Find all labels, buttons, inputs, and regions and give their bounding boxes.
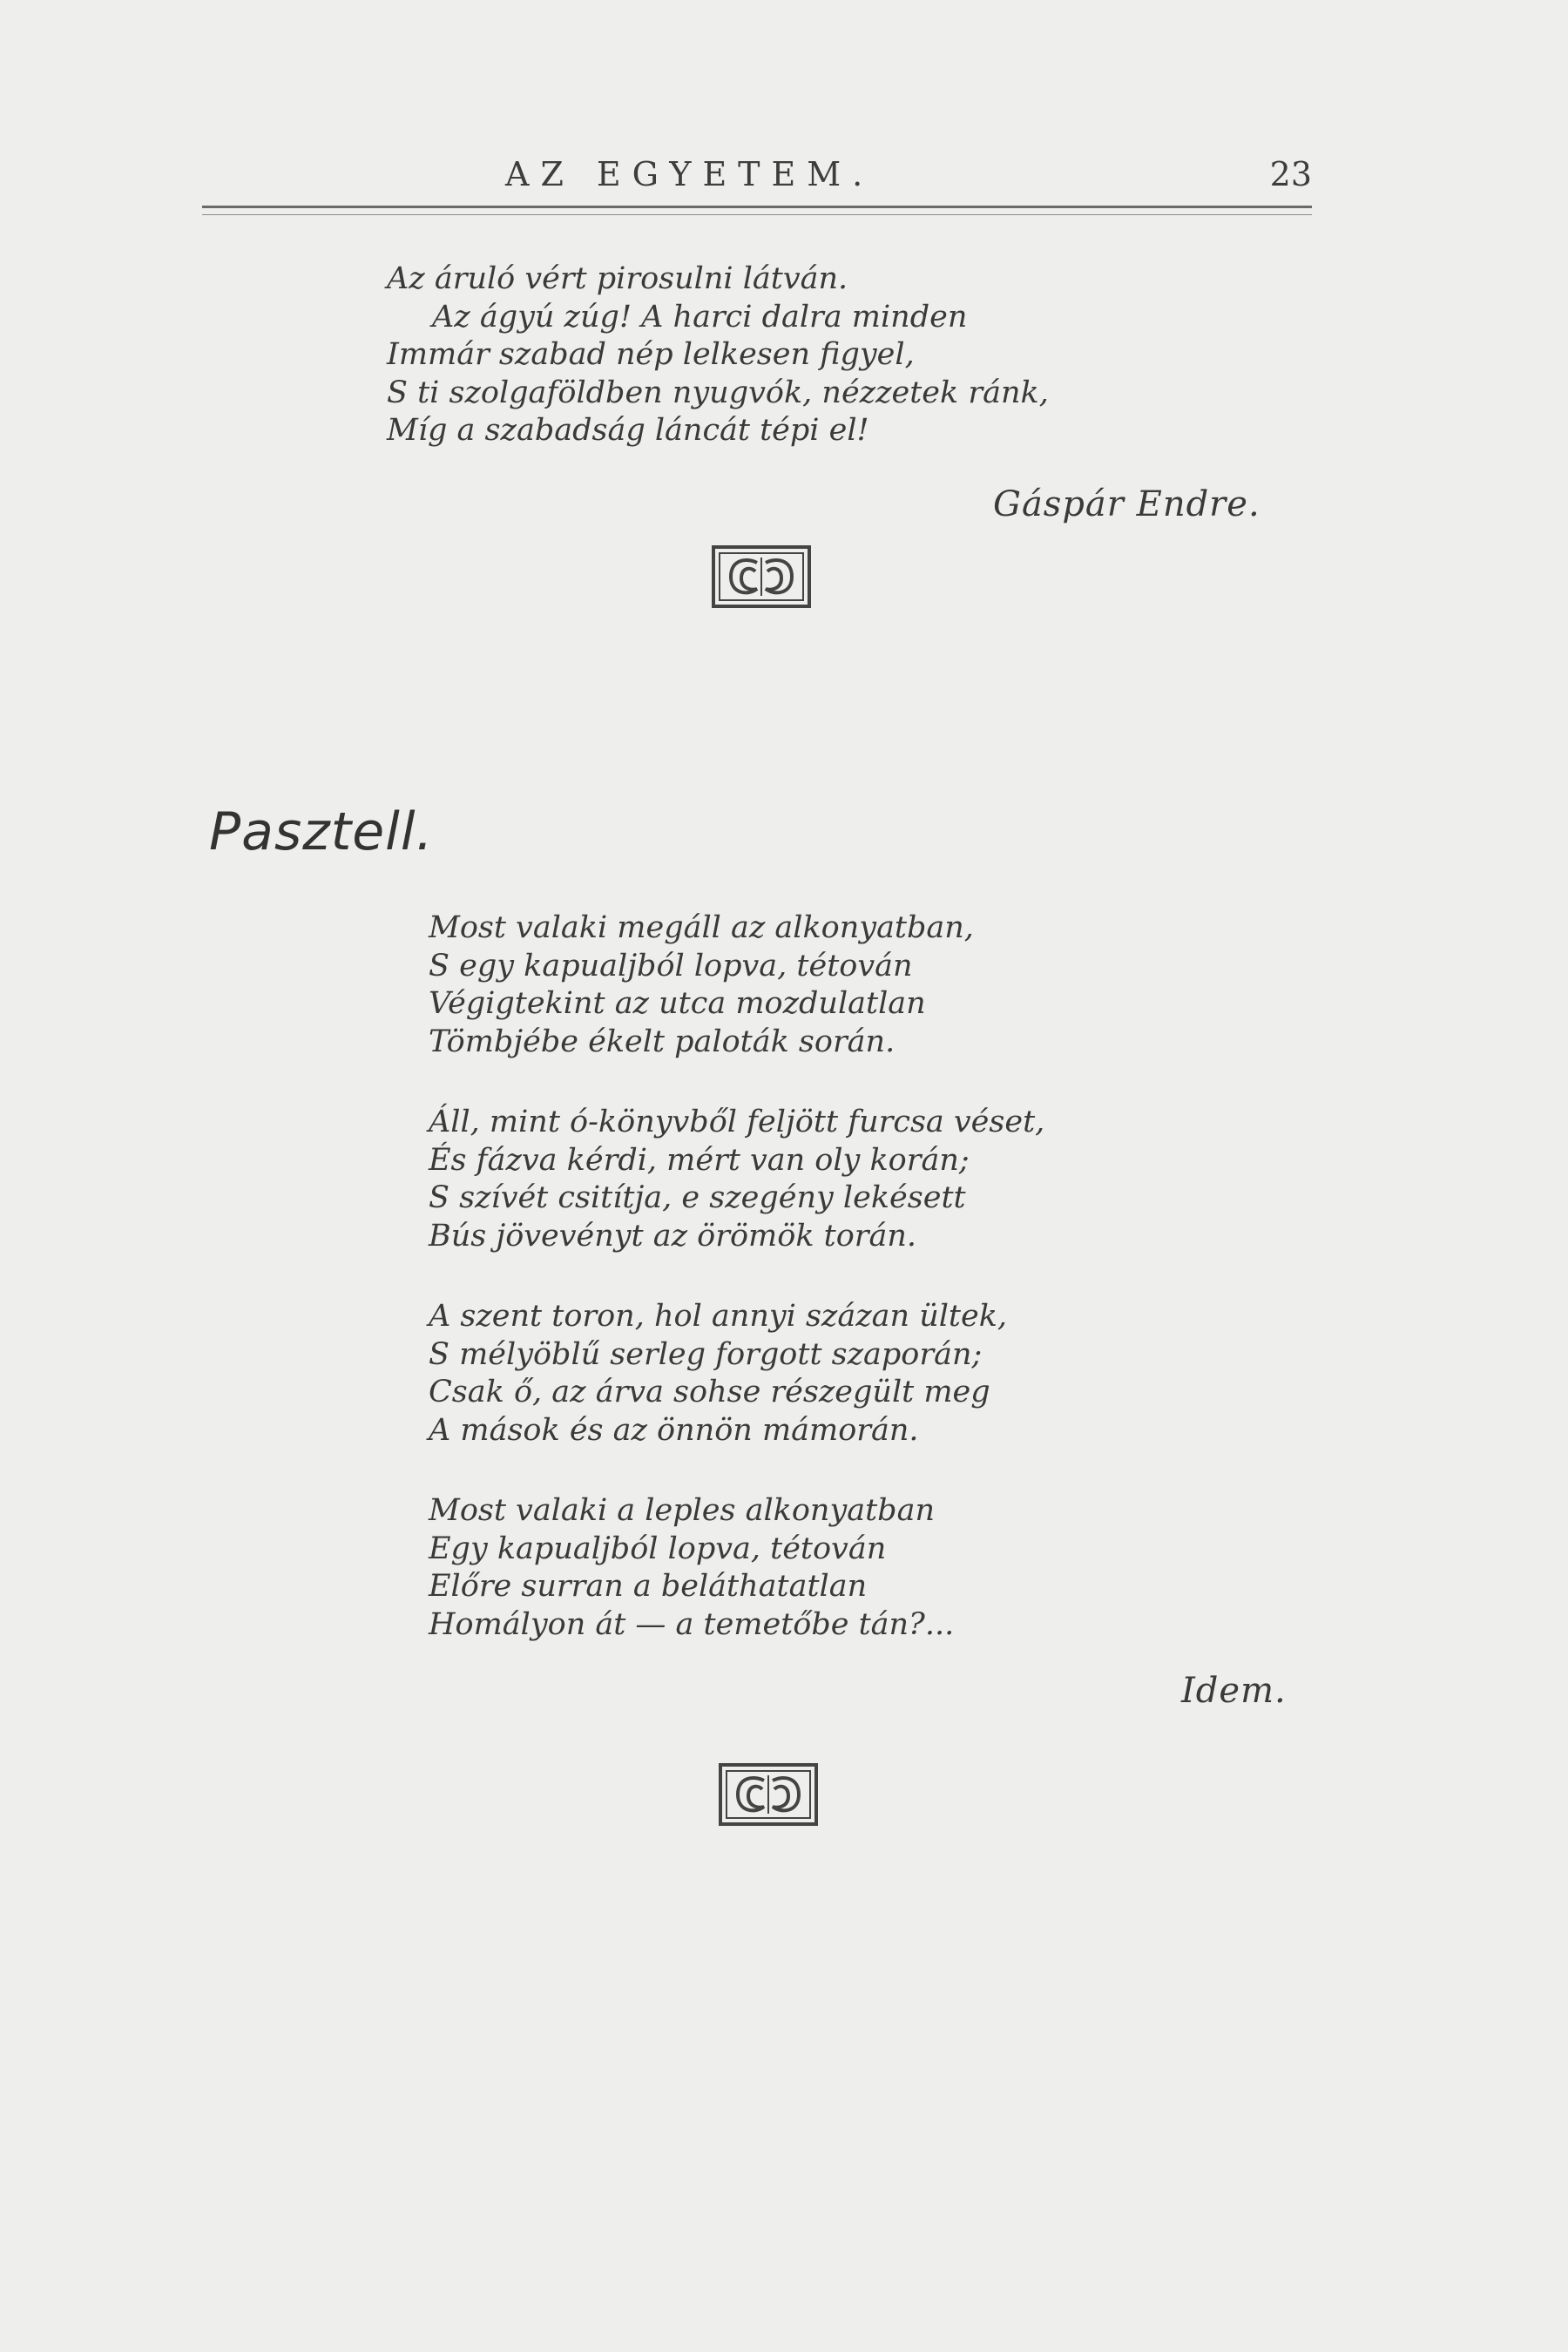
verse-line: S egy kapualjból lopva, tétován — [429, 948, 913, 983]
stanza — [429, 1104, 1044, 1255]
verse-line: Egy kapualjból lopva, tétován — [429, 1531, 887, 1566]
poem-1-text — [387, 260, 1049, 450]
verse-line: Most valaki a leples alkonyatban — [429, 1493, 935, 1528]
verse-line: És fázva kérdi, mért van oly korán; — [429, 1142, 970, 1178]
verse-line: Az ágyú zúg! A harci dalra minden — [432, 299, 968, 335]
poem-1-author: Gáspár Endre. — [993, 484, 1260, 524]
verse-line: Az áruló vért pirosulni látván. — [387, 261, 848, 296]
verse-line: Csak ő, az árva sohse részegült meg — [429, 1375, 990, 1409]
header-rule-thin — [202, 214, 1312, 215]
poem-2-title: Pasztell. — [209, 801, 434, 862]
verse-line: Tömbjébe ékelt paloták során. — [429, 1024, 896, 1059]
verse-line: Előre surran a beláthatatlan — [429, 1569, 868, 1604]
verse-line: Áll, mint ó-könyvből feljött furcsa véset, — [429, 1105, 1045, 1139]
page-number: 23 — [1269, 155, 1312, 193]
page-header — [202, 155, 1312, 199]
ornament-icon — [712, 545, 811, 608]
verse-line: S mélyöblű serleg forgott szaporán; — [429, 1336, 983, 1372]
verse-line: Homályon át — a temetőbe tán?... — [429, 1606, 955, 1642]
poem-2-text — [429, 909, 1044, 1644]
verse-line: Immár szabad nép lelkesen figyel, — [387, 337, 915, 372]
stanza — [429, 1298, 1044, 1450]
verse-line: Végigtekint az utca mozdulatlan — [429, 986, 926, 1021]
ornament-icon — [719, 1763, 818, 1826]
poem-2-author: Idem. — [1181, 1671, 1287, 1711]
verse-line: A mások és az önnön mámorán. — [429, 1412, 919, 1448]
stanza — [429, 909, 1044, 1061]
verse-line: Bús jövevényt az örömök torán. — [429, 1218, 917, 1254]
verse-line: Míg a szabadság láncát tépi el! — [387, 413, 869, 448]
verse-line: S ti szolgaföldben nyugvók, nézzetek ránk, — [387, 375, 1049, 410]
verse-line: Most valaki megáll az alkonyatban, — [429, 910, 974, 945]
verse-line: S szívét csitítja, e szegény lekésett — [429, 1180, 966, 1215]
verse-line: A szent toron, hol annyi százan ültek, — [429, 1299, 1008, 1334]
header-rule — [202, 206, 1312, 208]
stanza — [429, 1492, 1044, 1644]
running-title: AZ EGYETEM. — [505, 155, 875, 193]
